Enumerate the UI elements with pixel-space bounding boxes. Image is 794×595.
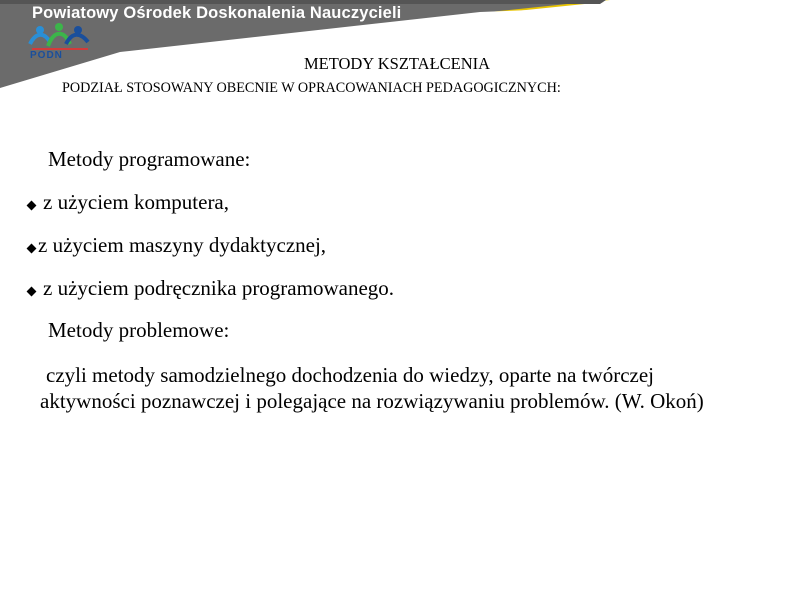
- section2-paragraph: [40, 362, 740, 414]
- diamond-bullet-icon: [27, 201, 37, 211]
- section2-heading: Metody problemowe:: [48, 318, 230, 342]
- list-item-text: z użyciem komputera,: [43, 190, 230, 214]
- list-item-text: z użyciem podręcznika programowanego.: [43, 276, 395, 300]
- diamond-bullet-icon: [27, 244, 37, 254]
- section1-heading: Metody programowane:: [48, 147, 251, 171]
- slide-title: [0, 54, 794, 74]
- list-item: [28, 276, 394, 301]
- diamond-bullet-icon: [27, 287, 37, 297]
- slide-title-text: METODY KSZTAŁCENIA: [303, 54, 491, 73]
- logo-text: PODN: [30, 50, 63, 61]
- list-item: [28, 190, 229, 215]
- organization-name: Powiatowy Ośrodek Doskonalenia Nauczycieli: [32, 4, 402, 22]
- list-item-text: z użyciem maszyny dydaktycznej,: [38, 233, 327, 257]
- list-item: [28, 233, 326, 258]
- section2-text: czyli metody samodzielnego dochodzenia do wiedzy, oparte na twórczej aktywności poznawczej i polegające na rozwiązywaniu problemów. (W. Okoń): [40, 363, 704, 413]
- slide-subtitle: PODZIAŁ STOSOWANY OBECNIE W OPRACOWANIACH PEDAGOGICZNYCH:: [62, 80, 561, 96]
